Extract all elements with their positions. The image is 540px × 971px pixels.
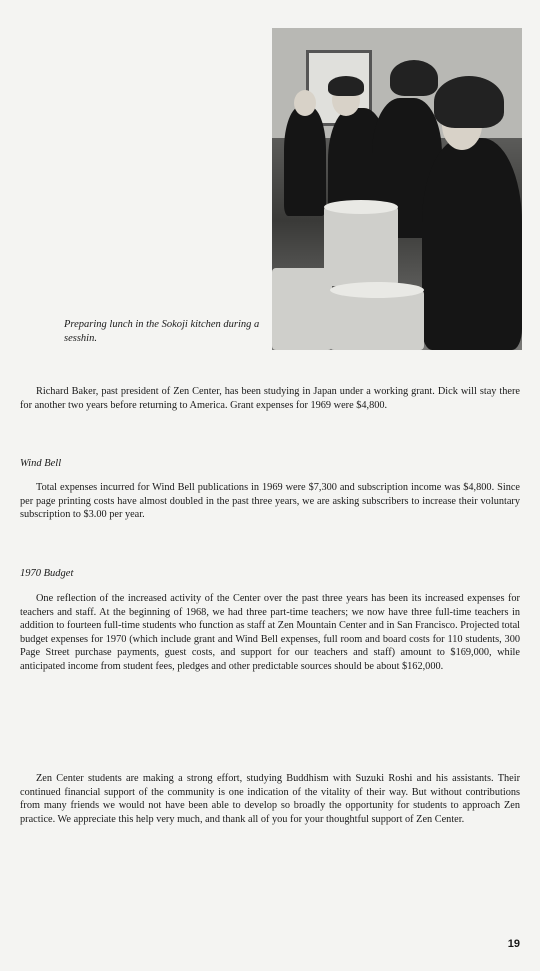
closing-section [20, 772, 520, 826]
intro-paragraph: Richard Baker, past president of Zen Center, has been studying in Japan under a working grant. Dick will stay there for another two years before returning to America. Grant expenses for 1969 were $4,800. [20, 386, 520, 411]
budget-section [20, 592, 520, 674]
wind-bell-paragraph: Total expenses incurred for Wind Bell publications in 1969 were $7,300 and subscription income was $4,800. Since per page printing costs have almost doubled in the past three years, we are asking subscribers to increase their voluntary subscription to $3.00 per year. [20, 482, 520, 521]
photo-caption: Preparing lunch in the Sokoji kitchen during a sesshin. [64, 319, 260, 344]
wind-bell-heading: Wind Bell [20, 458, 62, 469]
kitchen-photo [272, 28, 522, 350]
budget-paragraph-1: One reflection of the increased activity of the Center over the past three years has been its increased expenses for teachers and staff. At the beginning of 1968, we had three part-time teachers; we now have three full-time teachers in addition to fourteen full-time students who function as staff at Zen Mountain Center and in San Francisco. Projected total budget expenses for 1970 (which include grant and Wind Bell expenses, full room and board costs for 110 students, 300 Page Street purchase payments, guest costs, and support for our teachers and staff) amount to $169,000, while anticipated income from student fees, pledges and other predictable sources should be about $162,000. [20, 593, 520, 672]
budget-heading: 1970 Budget [20, 568, 74, 579]
budget-paragraph-2: Zen Center students are making a strong effort, studying Buddhism with Suzuki Roshi and his assistants. Their continued financial support of the community is one indication of the vitality of their way. But without contributions from many friends we would not have been able to develop so broadly the opportunity for students to approach Zen practice. We appreciate this help very much, and thank all of you for your thoughtful support of Zen Center. [20, 773, 520, 825]
page-number: 19 [507, 938, 520, 950]
intro-section [20, 385, 520, 412]
wind-bell-section [20, 481, 520, 522]
